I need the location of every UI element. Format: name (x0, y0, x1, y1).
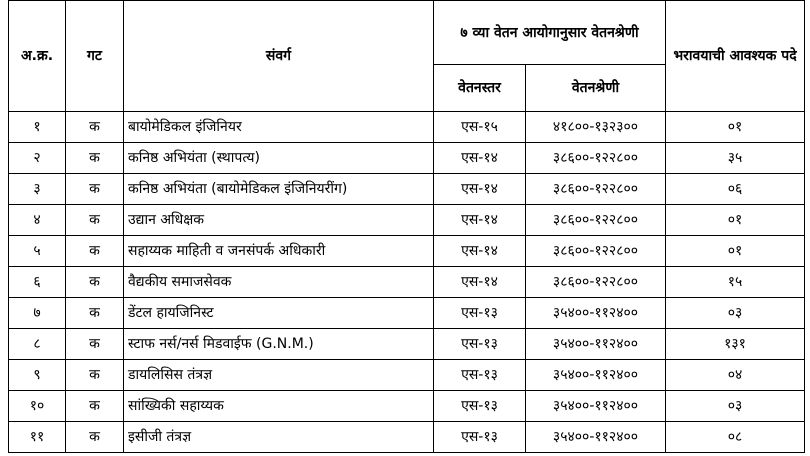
posts-cell: ०६ (666, 174, 805, 205)
pay-scale-cell: ३५४००-११२४०० (526, 298, 666, 329)
cadre-cell: कनिष्ठ अभियंता (बायोमेडिकल इंजिनियरींग) (124, 174, 434, 205)
table-row (9, 205, 805, 236)
posts-cell: ०४ (666, 360, 805, 391)
table-row (9, 329, 805, 360)
cadre-cell: सहाय्यक माहिती व जनसंपर्क अधिकारी (124, 236, 434, 267)
group-cell: क (66, 236, 124, 267)
pay-level-cell: एस-१४ (434, 236, 526, 267)
header-pay-scale: वेतनश्रेणी (526, 65, 666, 112)
pay-level-cell: एस-१३ (434, 422, 526, 453)
posts-cell: ०१ (666, 205, 805, 236)
posts-cell: १५ (666, 267, 805, 298)
pay-scale-cell: ३५४००-११२४०० (526, 360, 666, 391)
header-pay-level: वेतनस्तर (434, 65, 526, 112)
group-cell: क (66, 298, 124, 329)
serial-cell: ४ (9, 205, 66, 236)
pay-scale-cell: ४१८००-१३२३०० (526, 112, 666, 143)
cadre-cell: इसीजी तंत्रज्ञ (124, 422, 434, 453)
serial-cell: ९ (9, 360, 66, 391)
header-required-posts: भरावयाची आवश्यक पदे (666, 1, 805, 112)
cadre-cell: डेंटल हायजिनिस्ट (124, 298, 434, 329)
pay-scale-cell: ३८६००-१२२८०० (526, 205, 666, 236)
posts-cell: ०८ (666, 422, 805, 453)
cadre-cell: वैद्यकीय समाजसेवक (124, 267, 434, 298)
pay-level-cell: एस-१३ (434, 298, 526, 329)
header-serial: अ.क्र. (9, 1, 66, 112)
table-row (9, 298, 805, 329)
table-row (9, 174, 805, 205)
serial-cell: ११ (9, 422, 66, 453)
cadre-cell: डायलिसिस तंत्रज्ञ (124, 360, 434, 391)
pay-scale-cell: ३५४००-११२४०० (526, 422, 666, 453)
pay-level-cell: एस-१४ (434, 205, 526, 236)
pay-scale-cell: ३८६००-१२२८०० (526, 174, 666, 205)
header-pay-commission: ७ व्या वेतन आयोगानुसार वेतनश्रेणी (434, 1, 666, 65)
table-row (9, 112, 805, 143)
serial-cell: ८ (9, 329, 66, 360)
header-cadre: संवर्ग (124, 1, 434, 112)
serial-cell: ३ (9, 174, 66, 205)
serial-cell: ६ (9, 267, 66, 298)
posts-cell: ०३ (666, 298, 805, 329)
cadre-cell: बायोमेडिकल इंजिनियर (124, 112, 434, 143)
pay-level-cell: एस-१३ (434, 391, 526, 422)
table-row (9, 236, 805, 267)
serial-cell: २ (9, 143, 66, 174)
serial-cell: १ (9, 112, 66, 143)
serial-cell: ७ (9, 298, 66, 329)
pay-level-cell: एस-१४ (434, 174, 526, 205)
cadre-cell: कनिष्ठ अभियंता (स्थापत्य) (124, 143, 434, 174)
group-cell: क (66, 174, 124, 205)
posts-cell: ३५ (666, 143, 805, 174)
cadre-cell: स्टाफ नर्स/नर्स मिडवाईफ (G.N.M.) (124, 329, 434, 360)
table-row (9, 267, 805, 298)
pay-scale-cell: ३८६००-१२२८०० (526, 143, 666, 174)
table-row (9, 360, 805, 391)
pay-level-cell: एस-१३ (434, 360, 526, 391)
group-cell: क (66, 267, 124, 298)
pay-scale-cell: ३५४००-११२४०० (526, 329, 666, 360)
serial-cell: ५ (9, 236, 66, 267)
posts-cell: ०१ (666, 236, 805, 267)
table-row (9, 422, 805, 453)
pay-scale-cell: ३८६००-१२२८०० (526, 236, 666, 267)
group-cell: क (66, 143, 124, 174)
recruitment-posts-table (8, 0, 805, 453)
group-cell: क (66, 422, 124, 453)
pay-level-cell: एस-१५ (434, 112, 526, 143)
posts-cell: १३१ (666, 329, 805, 360)
cadre-cell: उद्यान अधिक्षक (124, 205, 434, 236)
table-row (9, 391, 805, 422)
group-cell: क (66, 112, 124, 143)
cadre-cell: सांख्यिकी सहाय्यक (124, 391, 434, 422)
header-group: गट (66, 1, 124, 112)
pay-level-cell: एस-१४ (434, 143, 526, 174)
pay-scale-cell: ३८६००-१२२८०० (526, 267, 666, 298)
posts-cell: ०१ (666, 112, 805, 143)
pay-level-cell: एस-१३ (434, 329, 526, 360)
group-cell: क (66, 360, 124, 391)
pay-scale-cell: ३५४००-११२४०० (526, 391, 666, 422)
group-cell: क (66, 329, 124, 360)
group-cell: क (66, 205, 124, 236)
group-cell: क (66, 391, 124, 422)
posts-cell: ०३ (666, 391, 805, 422)
serial-cell: १० (9, 391, 66, 422)
pay-level-cell: एस-१४ (434, 267, 526, 298)
table-row (9, 143, 805, 174)
